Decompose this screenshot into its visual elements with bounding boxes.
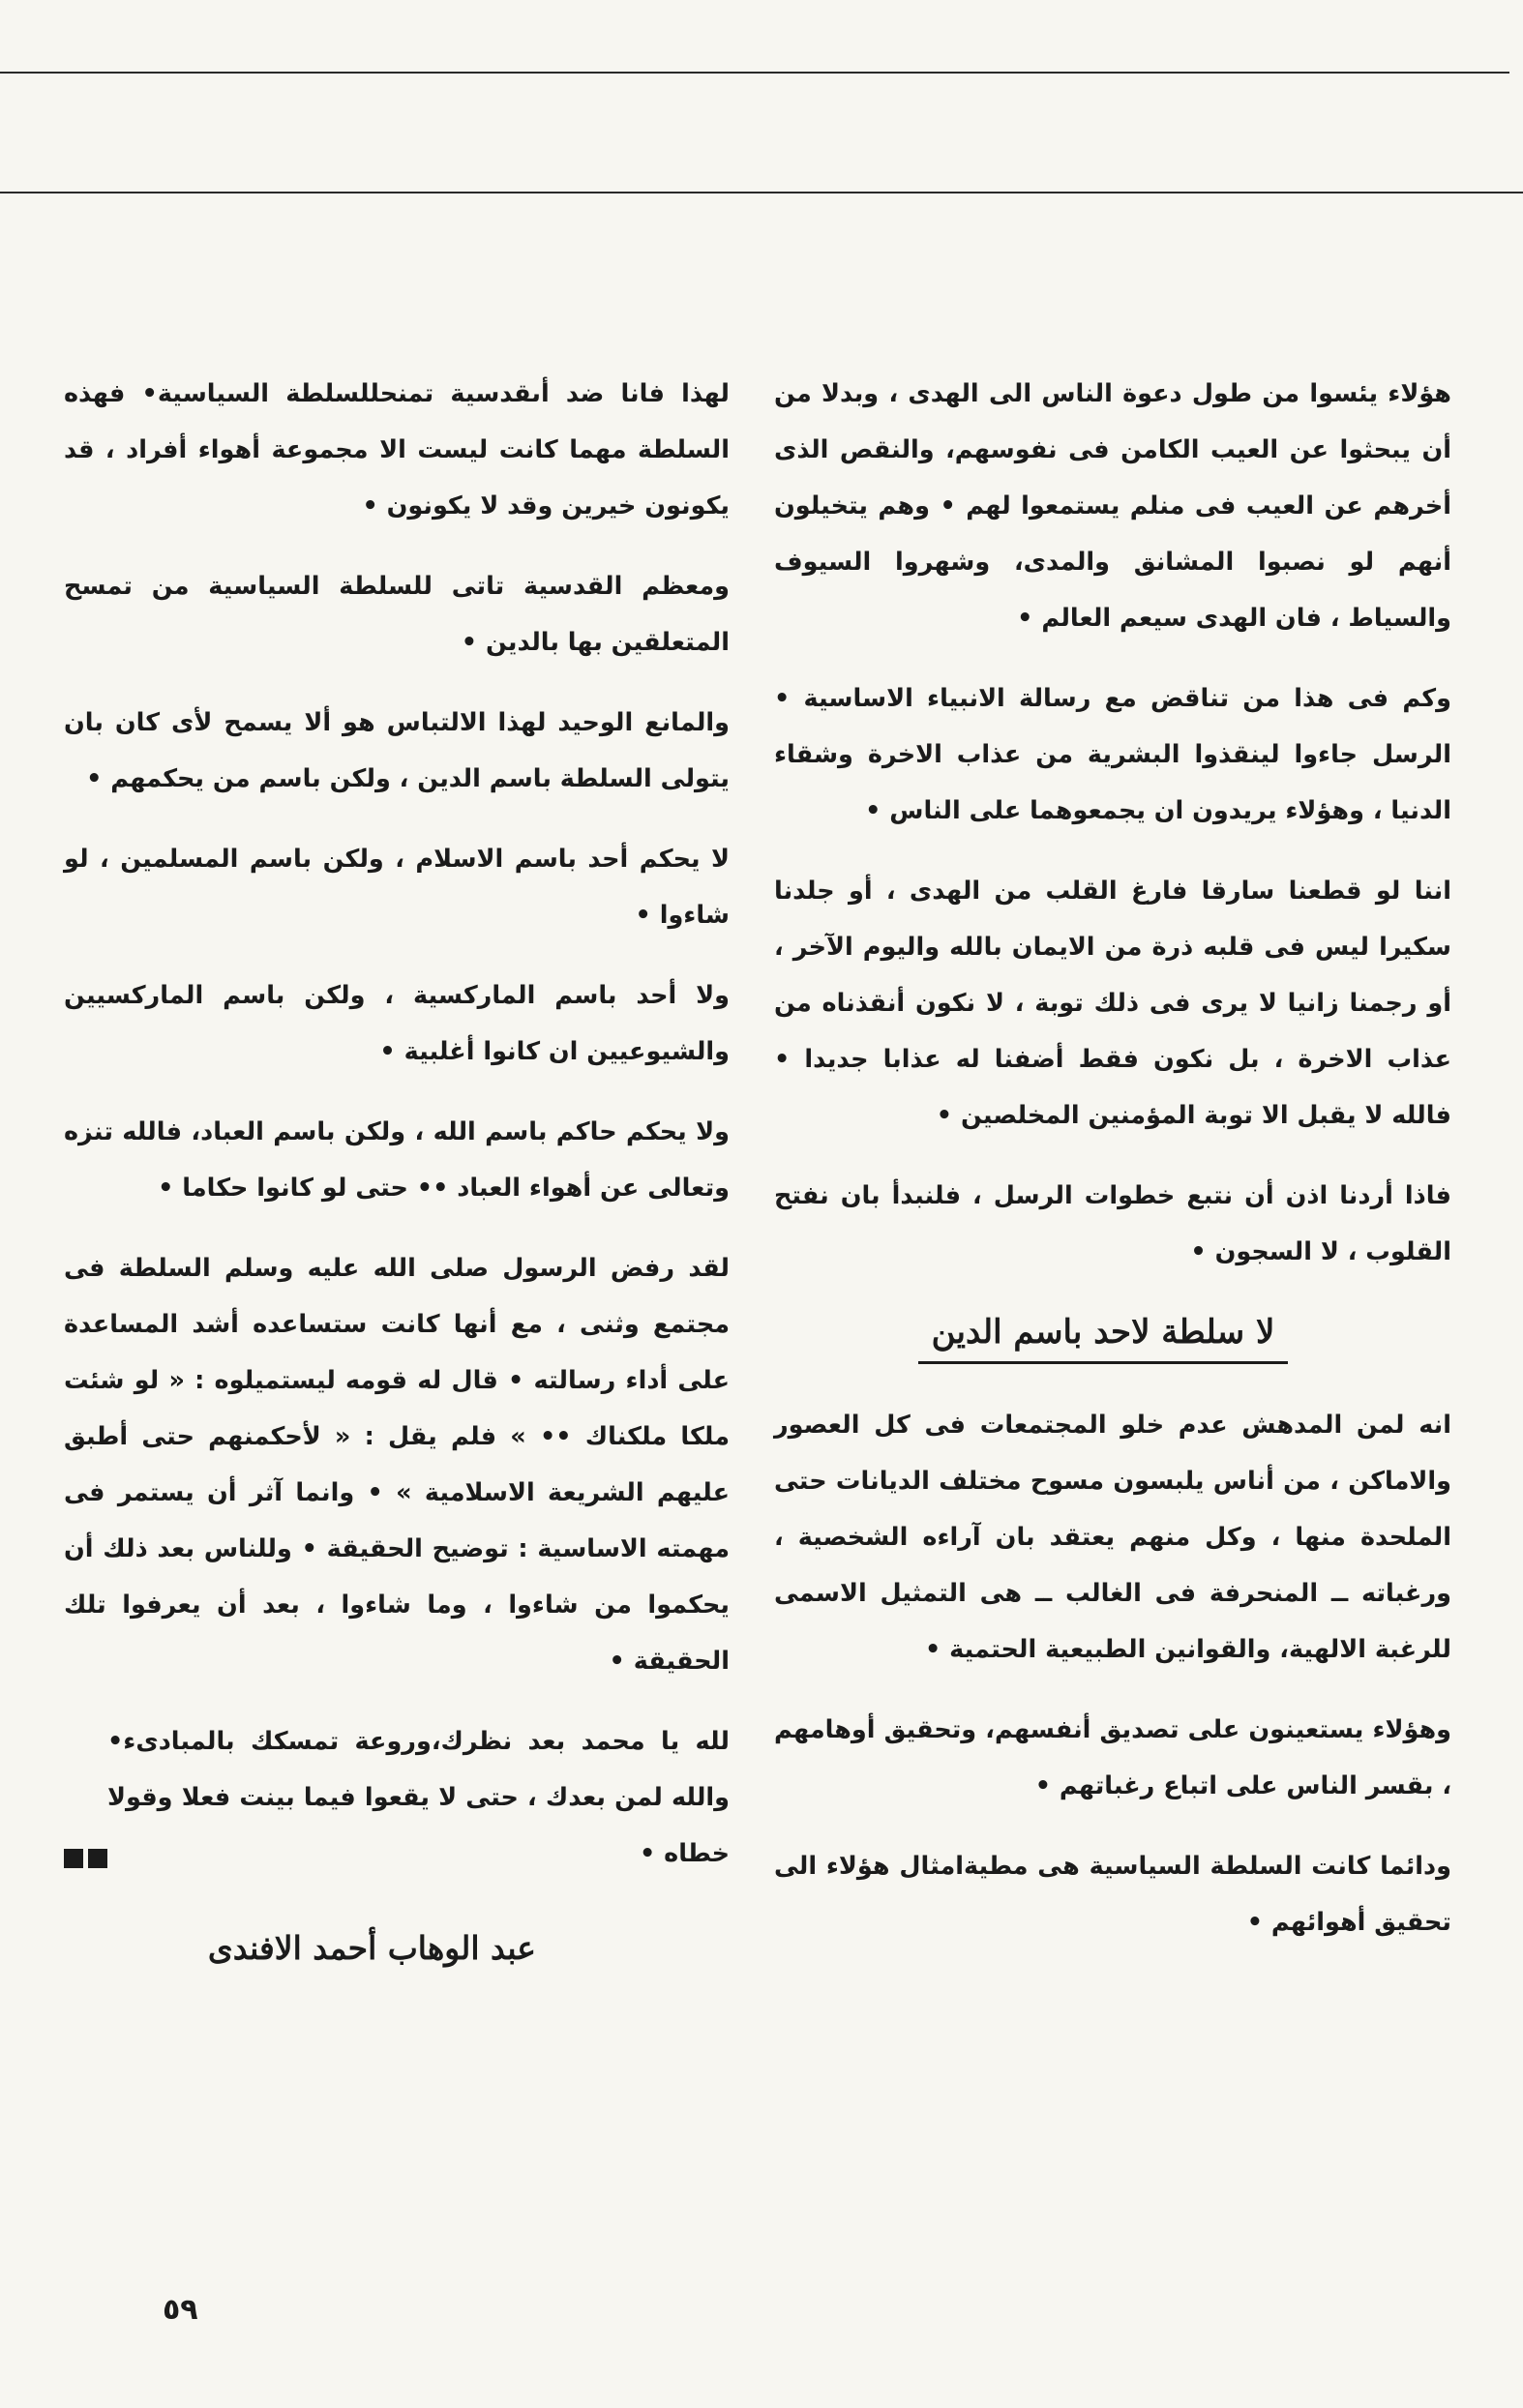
paragraph: لقد رفض الرسول صلى الله عليه وسلم السلطة فى مجتمع وثنى ، مع أنها كانت ستساعده أشد المساعدة على أداء رسالته • قال له قومه ليستميلوه : « لو شئت ملكا ملكناك •• » فلم يقل : « لأحكمنهم حتى أطبق عليهم الشريعة الاسلامية » • وانما آثر أن يستمر فى مهمته الاساسية : توضيح الحقيقة • وللناس بعد ذلك أن يحكموا من شاءوا ، وما شاءوا ، بعد أن يعرفوا تلك الحقيقة • <box>64 1254 730 1676</box>
header-rule <box>0 192 1523 193</box>
left-column <box>64 366 730 1977</box>
paragraph: والمانع الوحيد لهذا الالتباس هو ألا يسمح لأى كان بان يتولى السلطة باسم الدين ، ولكن باسم من يحكمهم • <box>64 708 730 793</box>
page-number: ٥٩ <box>163 2293 198 2327</box>
paragraph: ولا أحد باسم الماركسية ، ولكن باسم الماركسيين والشيوعيين ان كانوا أغلبية • <box>64 981 730 1066</box>
paragraph: انه لمن المدهش عدم خلو المجتمعات فى كل العصور والاماكن ، من أناس يلبسون مسوح مختلف الديانات حتى الملحدة منها ، وكل منهم يعتقد بان آراءه الشخصية ، ورغباته ــ المنحرفة فى الغالب ــ هى التمثيل الاسمى للرغبة الالهية، والقوانين الطبيعية الحتمية • <box>774 1411 1451 1664</box>
paragraph: فاذا أردنا اذن أن نتبع خطوات الرسل ، فلنبدأ بان نفتح القلوب ، لا السجون • <box>774 1181 1451 1266</box>
author-signature: عبد الوهاب أحمد الافندى <box>207 1929 536 1967</box>
section-heading <box>774 1304 1451 1360</box>
paragraph: وهؤلاء يستعينون على تصديق أنفسهم، وتحقيق أوهامهم ، بقسر الناس على اتباع رغباتهم • <box>774 1715 1451 1800</box>
paragraph: ولا يحكم حاكم باسم الله ، ولكن باسم العباد، فالله تنزه وتعالى عن أهواء العباد •• حتى لو كانوا حكاما • <box>64 1117 730 1203</box>
closing-block <box>64 1713 730 1882</box>
paragraph: اننا لو قطعنا سارقا فارغ القلب من الهدى ، أو جلدنا سكيرا ليس فى قلبه ذرة من الايمان بالله واليوم الآخر ، أو رجمنا زانيا لا يرى فى ذلك توبة ، لا نكون أنقذناه من عذاب الاخرة ، بل نكون فقط أضفنا له عذابا جديدا • فالله لا يقبل الا توبة المؤمنين المخلصين • <box>774 877 1451 1130</box>
final-paragraph: لله يا محمد بعد نظرك،وروعة تمسكك بالمبادىء• والله لمن بعدك ، حتى لا يقعوا فيما بينت فعلا وقولا خطاه • <box>107 1727 730 1868</box>
paragraph: هؤلاء يئسوا من طول دعوة الناس الى الهدى ، وبدلا من أن يبحثوا عن العيب الكامن فى نفوسهم، والنقص الذى أخرهم عن العيب فى منلم يستمعوا لهم • وهم يتخيلون أنهم لو نصبوا المشانق والمدى، وشهروا السيوف والسياط ، فان الهدى سيعم العالم • <box>774 379 1451 633</box>
paragraph: وكم فى هذا من تناقض مع رسالة الانبياء الاساسية • الرسل جاءوا لينقذوا البشرية من عذاب الاخرة وشقاء الدنيا ، وهؤلاء يريدون ان يجمعوهما على الناس • <box>774 684 1451 825</box>
section-heading-text: لا سلطة لاحد باسم الدين <box>918 1313 1289 1364</box>
paragraph: لهذا فانا ضد أىقدسية تمنحللسلطة السياسية• فهذه السلطة مهما كانت ليست الا مجموعة أهواء أفراد ، قد يكونون خيرين وقد لا يكونون • <box>64 379 730 520</box>
top-rule <box>0 72 1509 74</box>
paragraph: ومعظم القدسية تاتى للسلطة السياسية من تمسح المتعلقين بها بالدين • <box>64 572 730 657</box>
end-of-article-mark <box>64 1849 107 1868</box>
paragraph: لا يحكم أحد باسم الاسلام ، ولكن باسم المسلمين ، لو شاءوا • <box>64 845 730 930</box>
paragraph: ودائما كانت السلطة السياسية هى مطيةامثال هؤلاء الى تحقيق أهوائهم • <box>774 1852 1451 1937</box>
right-column <box>774 366 1451 1975</box>
